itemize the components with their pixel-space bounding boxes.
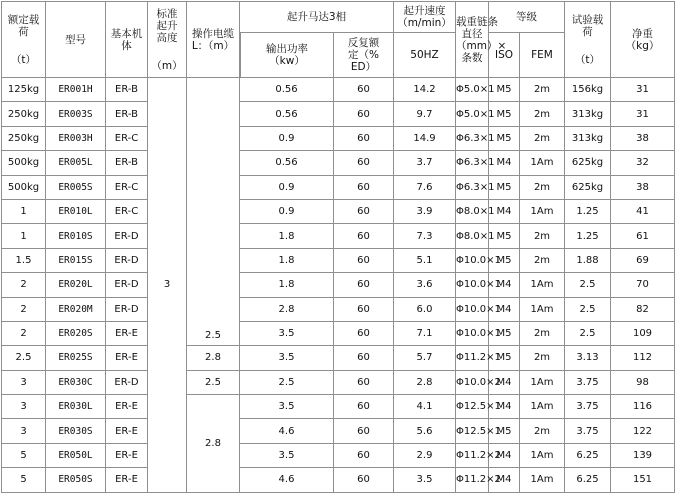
- header-grade-fem: FEM: [520, 33, 565, 78]
- base-unit-cell: ER-B: [106, 78, 148, 102]
- table-row: [1, 322, 675, 346]
- capacity-cell: 2.5: [1, 346, 46, 370]
- grade-iso-cell: M4: [489, 395, 520, 419]
- motor-duty-cell: 60: [334, 298, 394, 322]
- table-row: [1, 346, 675, 370]
- grade-iso-cell: M5: [489, 346, 520, 370]
- grade-fem-cell: 1Am: [520, 298, 565, 322]
- capacity-cell: 500kg: [1, 151, 46, 175]
- header-capacity: 额定载 荷 （t）: [1, 1, 46, 78]
- lift-speed-cell: 5.7: [394, 346, 456, 370]
- model-cell: ER010L: [46, 200, 106, 224]
- lift-speed-cell: 7.6: [394, 176, 456, 200]
- chain-cell: Φ5.0×1: [456, 78, 489, 102]
- chain-cell: Φ11.2×2: [456, 444, 489, 468]
- table-row: [1, 444, 675, 468]
- model-cell: ER020M: [46, 298, 106, 322]
- grade-fem-cell: 2m: [520, 249, 565, 273]
- header-motor-duty: 反复额 定（% ED）: [334, 33, 394, 78]
- motor-power-cell: 4.6: [240, 468, 334, 492]
- motor-duty-cell: 60: [334, 78, 394, 102]
- cable-length-cell: 2.8: [187, 395, 240, 493]
- table-row: [1, 176, 675, 200]
- grade-iso-cell: M4: [489, 151, 520, 175]
- capacity-cell: 5: [1, 444, 46, 468]
- model-cell: ER050S: [46, 468, 106, 492]
- table-row: [1, 102, 675, 126]
- model-cell: ER005L: [46, 151, 106, 175]
- net-weight-cell: 98: [611, 371, 675, 395]
- lift-speed-cell: 4.1: [394, 395, 456, 419]
- cable-length-cell: 2.5: [187, 78, 240, 346]
- test-load-cell: 625kg: [565, 176, 611, 200]
- test-load-cell: 625kg: [565, 151, 611, 175]
- table-row: [1, 151, 675, 175]
- net-weight-cell: 31: [611, 78, 675, 102]
- capacity-cell: 2: [1, 322, 46, 346]
- net-weight-cell: 38: [611, 127, 675, 151]
- chain-cell: Φ10.0×1: [456, 298, 489, 322]
- base-unit-cell: ER-D: [106, 298, 148, 322]
- header-speed: 起升速度 （m/min）: [394, 1, 456, 33]
- base-unit-cell: ER-B: [106, 102, 148, 126]
- grade-fem-cell: 2m: [520, 102, 565, 126]
- test-load-cell: 2.5: [565, 298, 611, 322]
- base-unit-cell: ER-C: [106, 127, 148, 151]
- test-load-cell: 2.5: [565, 273, 611, 297]
- lift-speed-cell: 5.6: [394, 419, 456, 443]
- table-row: [1, 224, 675, 248]
- model-cell: ER005S: [46, 176, 106, 200]
- table-row: [1, 298, 675, 322]
- chain-cell: Φ10.0×1: [456, 322, 489, 346]
- test-load-cell: 6.25: [565, 468, 611, 492]
- capacity-cell: 2: [1, 298, 46, 322]
- net-weight-cell: 116: [611, 395, 675, 419]
- grade-iso-cell: M4: [489, 371, 520, 395]
- test-load-cell: 1.88: [565, 249, 611, 273]
- test-load-cell: 3.75: [565, 395, 611, 419]
- model-cell: ER020S: [46, 322, 106, 346]
- motor-power-cell: 3.5: [240, 395, 334, 419]
- test-load-cell: 3.13: [565, 346, 611, 370]
- chain-cell: Φ10.0×1: [456, 273, 489, 297]
- header-motor-power: 输出功率 （kw）: [240, 33, 334, 78]
- capacity-cell: 3: [1, 419, 46, 443]
- capacity-cell: 500kg: [1, 176, 46, 200]
- spec-table-body: [1, 78, 675, 493]
- base-unit-cell: ER-B: [106, 151, 148, 175]
- test-load-cell: 313kg: [565, 127, 611, 151]
- base-unit-cell: ER-D: [106, 371, 148, 395]
- grade-iso-cell: M5: [489, 176, 520, 200]
- model-cell: ER003S: [46, 102, 106, 126]
- chain-cell: Φ6.3×1: [456, 176, 489, 200]
- base-unit-cell: ER-E: [106, 468, 148, 492]
- net-weight-cell: 70: [611, 273, 675, 297]
- motor-duty-cell: 60: [334, 224, 394, 248]
- capacity-cell: 125kg: [1, 78, 46, 102]
- chain-cell: Φ12.5×1: [456, 395, 489, 419]
- lift-speed-cell: 3.7: [394, 151, 456, 175]
- table-row: [1, 468, 675, 492]
- table-row: [1, 395, 675, 419]
- capacity-cell: 1: [1, 224, 46, 248]
- grade-fem-cell: 2m: [520, 224, 565, 248]
- motor-power-cell: 2.5: [240, 371, 334, 395]
- motor-power-cell: 2.8: [240, 298, 334, 322]
- test-load-cell: 3.75: [565, 371, 611, 395]
- motor-power-cell: 1.8: [240, 273, 334, 297]
- motor-duty-cell: 60: [334, 273, 394, 297]
- motor-duty-cell: 60: [334, 127, 394, 151]
- capacity-cell: 250kg: [1, 102, 46, 126]
- grade-fem-cell: 2m: [520, 176, 565, 200]
- header-lift-height: 标准 起升 高度 （m）: [148, 1, 187, 78]
- motor-power-cell: 1.8: [240, 249, 334, 273]
- base-unit-cell: ER-E: [106, 322, 148, 346]
- table-row: [1, 371, 675, 395]
- base-unit-cell: ER-C: [106, 200, 148, 224]
- header-grade: 等级: [489, 1, 565, 33]
- grade-iso-cell: M4: [489, 298, 520, 322]
- motor-power-cell: 3.5: [240, 322, 334, 346]
- test-load-cell: 3.75: [565, 419, 611, 443]
- header-model: 型号: [46, 1, 106, 78]
- lift-speed-cell: 3.6: [394, 273, 456, 297]
- model-cell: ER015S: [46, 249, 106, 273]
- chain-cell: Φ6.3×1: [456, 127, 489, 151]
- table-row: [1, 249, 675, 273]
- lift-speed-cell: 3.5: [394, 468, 456, 492]
- grade-iso-cell: M4: [489, 273, 520, 297]
- lift-speed-cell: 5.1: [394, 249, 456, 273]
- header-cable-length: 操作电缆 L：（m）: [187, 1, 240, 78]
- base-unit-cell: ER-E: [106, 444, 148, 468]
- grade-iso-cell: M4: [489, 468, 520, 492]
- model-cell: ER001H: [46, 78, 106, 102]
- motor-duty-cell: 60: [334, 346, 394, 370]
- net-weight-cell: 139: [611, 444, 675, 468]
- grade-fem-cell: 2m: [520, 346, 565, 370]
- grade-fem-cell: 1Am: [520, 371, 565, 395]
- chain-cell: Φ11.2×1: [456, 346, 489, 370]
- motor-power-cell: 0.56: [240, 102, 334, 126]
- net-weight-cell: 109: [611, 322, 675, 346]
- table-row: [1, 200, 675, 224]
- grade-fem-cell: 2m: [520, 127, 565, 151]
- motor-duty-cell: 60: [334, 468, 394, 492]
- net-weight-cell: 82: [611, 298, 675, 322]
- capacity-cell: 1: [1, 200, 46, 224]
- chain-cell: Φ10.0×1: [456, 249, 489, 273]
- net-weight-cell: 31: [611, 102, 675, 126]
- grade-iso-cell: M4: [489, 200, 520, 224]
- net-weight-cell: 151: [611, 468, 675, 492]
- base-unit-cell: ER-C: [106, 176, 148, 200]
- table-row: [1, 78, 675, 102]
- header-net-weight: 净重 （kg）: [611, 1, 675, 78]
- lift-speed-cell: 2.8: [394, 371, 456, 395]
- capacity-cell: 250kg: [1, 127, 46, 151]
- model-cell: ER003H: [46, 127, 106, 151]
- test-load-cell: 1.25: [565, 200, 611, 224]
- net-weight-cell: 122: [611, 419, 675, 443]
- motor-duty-cell: 60: [334, 371, 394, 395]
- motor-power-cell: 0.9: [240, 176, 334, 200]
- net-weight-cell: 41: [611, 200, 675, 224]
- header-chain: 载重链条 直径 （mm）× 条数: [456, 1, 489, 78]
- grade-iso-cell: M5: [489, 224, 520, 248]
- motor-duty-cell: 60: [334, 322, 394, 346]
- motor-duty-cell: 60: [334, 102, 394, 126]
- lift-height-cell: 3: [148, 78, 187, 493]
- header-motor-frequency: 50HZ: [394, 33, 456, 78]
- motor-power-cell: 4.6: [240, 419, 334, 443]
- grade-iso-cell: M5: [489, 127, 520, 151]
- cable-length-cell: 2.8: [187, 346, 240, 370]
- lift-speed-cell: 7.1: [394, 322, 456, 346]
- grade-iso-cell: M5: [489, 419, 520, 443]
- header-test-load: 试验载 荷 （t）: [565, 1, 611, 78]
- motor-duty-cell: 60: [334, 419, 394, 443]
- motor-duty-cell: 60: [334, 444, 394, 468]
- base-unit-cell: ER-D: [106, 273, 148, 297]
- lift-speed-cell: 14.9: [394, 127, 456, 151]
- motor-duty-cell: 60: [334, 151, 394, 175]
- grade-iso-cell: M5: [489, 102, 520, 126]
- header-base-unit: 基本机 体: [106, 1, 148, 78]
- motor-power-cell: 0.56: [240, 151, 334, 175]
- model-cell: ER010S: [46, 224, 106, 248]
- grade-iso-cell: M5: [489, 249, 520, 273]
- grade-fem-cell: 1Am: [520, 444, 565, 468]
- chain-cell: Φ8.0×1: [456, 200, 489, 224]
- motor-power-cell: 3.5: [240, 444, 334, 468]
- net-weight-cell: 38: [611, 176, 675, 200]
- table-row: [1, 273, 675, 297]
- net-weight-cell: 32: [611, 151, 675, 175]
- grade-fem-cell: 1Am: [520, 200, 565, 224]
- test-load-cell: 6.25: [565, 444, 611, 468]
- test-load-cell: 2.5: [565, 322, 611, 346]
- lift-speed-cell: 2.9: [394, 444, 456, 468]
- motor-power-cell: 0.9: [240, 200, 334, 224]
- capacity-cell: 3: [1, 371, 46, 395]
- net-weight-cell: 112: [611, 346, 675, 370]
- grade-fem-cell: 1Am: [520, 395, 565, 419]
- base-unit-cell: ER-D: [106, 249, 148, 273]
- chain-cell: Φ5.0×1: [456, 102, 489, 126]
- header-motor: 起升马达3相: [240, 1, 394, 33]
- grade-fem-cell: 2m: [520, 78, 565, 102]
- motor-duty-cell: 60: [334, 200, 394, 224]
- grade-iso-cell: M5: [489, 322, 520, 346]
- lift-speed-cell: 6.0: [394, 298, 456, 322]
- grade-fem-cell: 1Am: [520, 151, 565, 175]
- base-unit-cell: ER-E: [106, 395, 148, 419]
- motor-duty-cell: 60: [334, 395, 394, 419]
- chain-cell: Φ8.0×1: [456, 224, 489, 248]
- lift-speed-cell: 7.3: [394, 224, 456, 248]
- base-unit-cell: ER-E: [106, 346, 148, 370]
- grade-fem-cell: 1Am: [520, 273, 565, 297]
- table-row: [1, 419, 675, 443]
- chain-cell: Φ12.5×1: [456, 419, 489, 443]
- motor-power-cell: 0.9: [240, 127, 334, 151]
- chain-cell: Φ6.3×1: [456, 151, 489, 175]
- chain-cell: Φ11.2×2: [456, 468, 489, 492]
- grade-iso-cell: M4: [489, 444, 520, 468]
- net-weight-cell: 69: [611, 249, 675, 273]
- model-cell: ER030C: [46, 371, 106, 395]
- capacity-cell: 1.5: [1, 249, 46, 273]
- capacity-cell: 5: [1, 468, 46, 492]
- grade-iso-cell: M5: [489, 78, 520, 102]
- base-unit-cell: ER-E: [106, 419, 148, 443]
- base-unit-cell: ER-D: [106, 224, 148, 248]
- test-load-cell: 156kg: [565, 78, 611, 102]
- cable-length-cell: 2.5: [187, 371, 240, 395]
- capacity-cell: 3: [1, 395, 46, 419]
- test-load-cell: 313kg: [565, 102, 611, 126]
- lift-speed-cell: 14.2: [394, 78, 456, 102]
- net-weight-cell: 61: [611, 224, 675, 248]
- model-cell: ER025S: [46, 346, 106, 370]
- model-cell: ER020L: [46, 273, 106, 297]
- model-cell: ER050L: [46, 444, 106, 468]
- header-grade-iso: ISO: [489, 33, 520, 78]
- grade-fem-cell: 1Am: [520, 468, 565, 492]
- lift-speed-cell: 9.7: [394, 102, 456, 126]
- motor-duty-cell: 60: [334, 249, 394, 273]
- motor-power-cell: 3.5: [240, 346, 334, 370]
- chain-cell: Φ10.0×2: [456, 371, 489, 395]
- lift-speed-cell: 3.9: [394, 200, 456, 224]
- model-cell: ER030S: [46, 419, 106, 443]
- table-row: [1, 127, 675, 151]
- grade-fem-cell: 2m: [520, 322, 565, 346]
- motor-power-cell: 0.56: [240, 78, 334, 102]
- model-cell: ER030L: [46, 395, 106, 419]
- test-load-cell: 1.25: [565, 224, 611, 248]
- grade-fem-cell: 2m: [520, 419, 565, 443]
- motor-power-cell: 1.8: [240, 224, 334, 248]
- hoist-spec-table: [1, 1, 675, 493]
- capacity-cell: 2: [1, 273, 46, 297]
- motor-duty-cell: 60: [334, 176, 394, 200]
